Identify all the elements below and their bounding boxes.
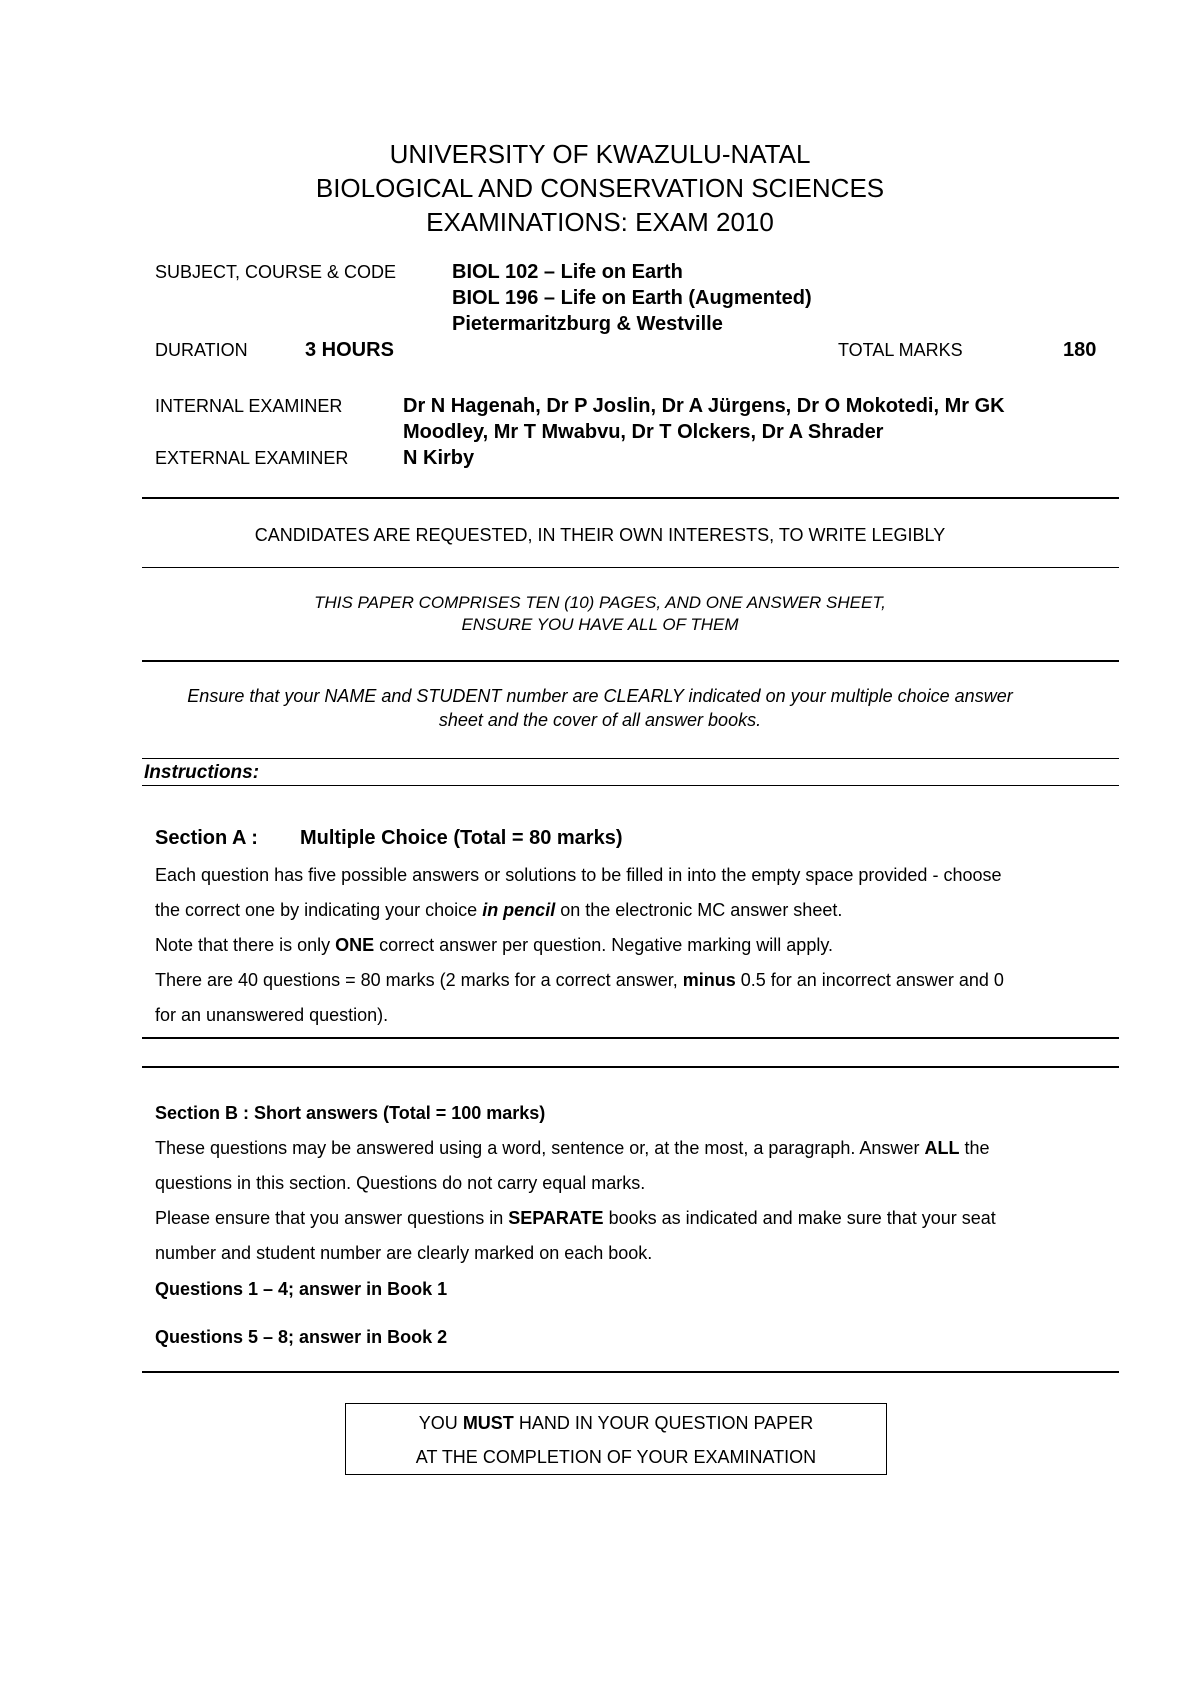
- text: There are 40 questions = 80 marks (2 marks for a correct answer,: [155, 970, 683, 990]
- hand-in-line-1: [346, 1406, 886, 1440]
- university-title: UNIVERSITY OF KWAZULU-NATAL: [389, 139, 811, 169]
- external-examiner-label: EXTERNAL EXAMINER: [155, 448, 349, 468]
- section-b-instructions: [155, 1131, 1115, 1271]
- text: books as indicated and make sure that your seat: [603, 1208, 996, 1228]
- external-examiner-value: N Kirby: [403, 447, 475, 469]
- emphasis: ONE: [335, 935, 375, 955]
- name-notice-line-2: sheet and the cover of all answer books.: [438, 710, 762, 730]
- subject-line-3: Pietermaritzburg & Westville: [452, 313, 723, 335]
- duration-value: 3 HOURS: [305, 339, 394, 361]
- subject-line-1: BIOL 102 – Life on Earth: [452, 261, 683, 283]
- section-a-line: for an unanswered question).: [155, 1005, 389, 1025]
- legibly-notice: CANDIDATES ARE REQUESTED, IN THEIR OWN INTERESTS, TO WRITE LEGIBLY: [254, 525, 946, 545]
- school-title: BIOLOGICAL AND CONSERVATION SCIENCES: [315, 173, 885, 203]
- emphasis: minus: [682, 970, 736, 990]
- instructions-heading: Instructions:: [144, 762, 260, 783]
- section-b-line: number and student number are clearly marked on each book.: [155, 1243, 653, 1263]
- section-b-line: [155, 1201, 1115, 1236]
- emphasis: MUST: [462, 1413, 514, 1433]
- section-a-line: [155, 963, 1115, 998]
- divider: [142, 497, 1119, 499]
- divider: [142, 660, 1119, 662]
- text: Please ensure that you answer questions in: [155, 1208, 509, 1228]
- emphasis: SEPARATE: [508, 1208, 604, 1228]
- text: the correct one by indicating your choice: [155, 900, 483, 920]
- divider: [142, 758, 1119, 759]
- duration-label: DURATION: [155, 340, 248, 360]
- text: correct answer per question. Negative marking will apply.: [374, 935, 833, 955]
- section-b-line: questions in this section. Questions do not carry equal marks.: [155, 1173, 646, 1193]
- book-2-instruction: Questions 5 – 8; answer in Book 2: [155, 1327, 448, 1347]
- total-marks-label: TOTAL MARKS: [838, 340, 963, 360]
- text: Note that there is only: [155, 935, 336, 955]
- internal-examiner-line-2: Moodley, Mr T Mwabvu, Dr T Olckers, Dr A Shrader: [403, 421, 884, 443]
- section-a-instructions: [155, 858, 1115, 1033]
- pages-notice-line-2: ENSURE YOU HAVE ALL OF THEM: [461, 615, 739, 634]
- section-b-line: [155, 1131, 1115, 1166]
- text: YOU: [418, 1413, 463, 1433]
- divider: [142, 567, 1119, 568]
- internal-examiner-label: INTERNAL EXAMINER: [155, 396, 343, 416]
- text: the: [959, 1138, 990, 1158]
- divider: [142, 1371, 1119, 1373]
- book-1-instruction: Questions 1 – 4; answer in Book 1: [155, 1279, 448, 1299]
- hand-in-notice-box: [345, 1403, 887, 1475]
- name-notice-line-1: Ensure that your NAME and STUDENT number are CLEARLY indicated on your multiple choice answer: [187, 686, 1013, 706]
- total-marks-value: 180: [1063, 339, 1097, 361]
- section-a-line: [155, 928, 1115, 963]
- section-a-label: Section A :: [155, 827, 258, 849]
- text: on the electronic MC answer sheet.: [555, 900, 843, 920]
- emphasis: ALL: [924, 1138, 960, 1158]
- subject-line-2: BIOL 196 – Life on Earth (Augmented): [452, 287, 812, 309]
- section-b-heading: Section B : Short answers (Total = 100 marks): [155, 1103, 546, 1123]
- exam-title: EXAMINATIONS: EXAM 2010: [426, 207, 774, 237]
- section-a-line: Each question has five possible answers or solutions to be filled in into the empty space provided - choose: [155, 865, 1002, 885]
- divider: [142, 1066, 1119, 1068]
- section-a-title: Multiple Choice (Total = 80 marks): [300, 827, 623, 849]
- pages-notice-line-1: THIS PAPER COMPRISES TEN (10) PAGES, AND ONE ANSWER SHEET,: [314, 593, 886, 612]
- text: 0.5 for an incorrect answer and 0: [735, 970, 1004, 990]
- divider: [142, 785, 1119, 786]
- divider: [142, 1037, 1119, 1039]
- text: HAND IN YOUR QUESTION PAPER: [513, 1413, 814, 1433]
- emphasis: in pencil: [482, 900, 556, 920]
- subject-label: SUBJECT, COURSE & CODE: [155, 262, 397, 282]
- internal-examiner-line-1: Dr N Hagenah, Dr P Joslin, Dr A Jürgens, Dr O Mokotedi, Mr GK: [403, 395, 1005, 417]
- section-a-line: [155, 893, 1115, 928]
- text: These questions may be answered using a word, sentence or, at the most, a paragraph. Answer: [155, 1138, 925, 1158]
- hand-in-line-2: AT THE COMPLETION OF YOUR EXAMINATION: [415, 1447, 817, 1467]
